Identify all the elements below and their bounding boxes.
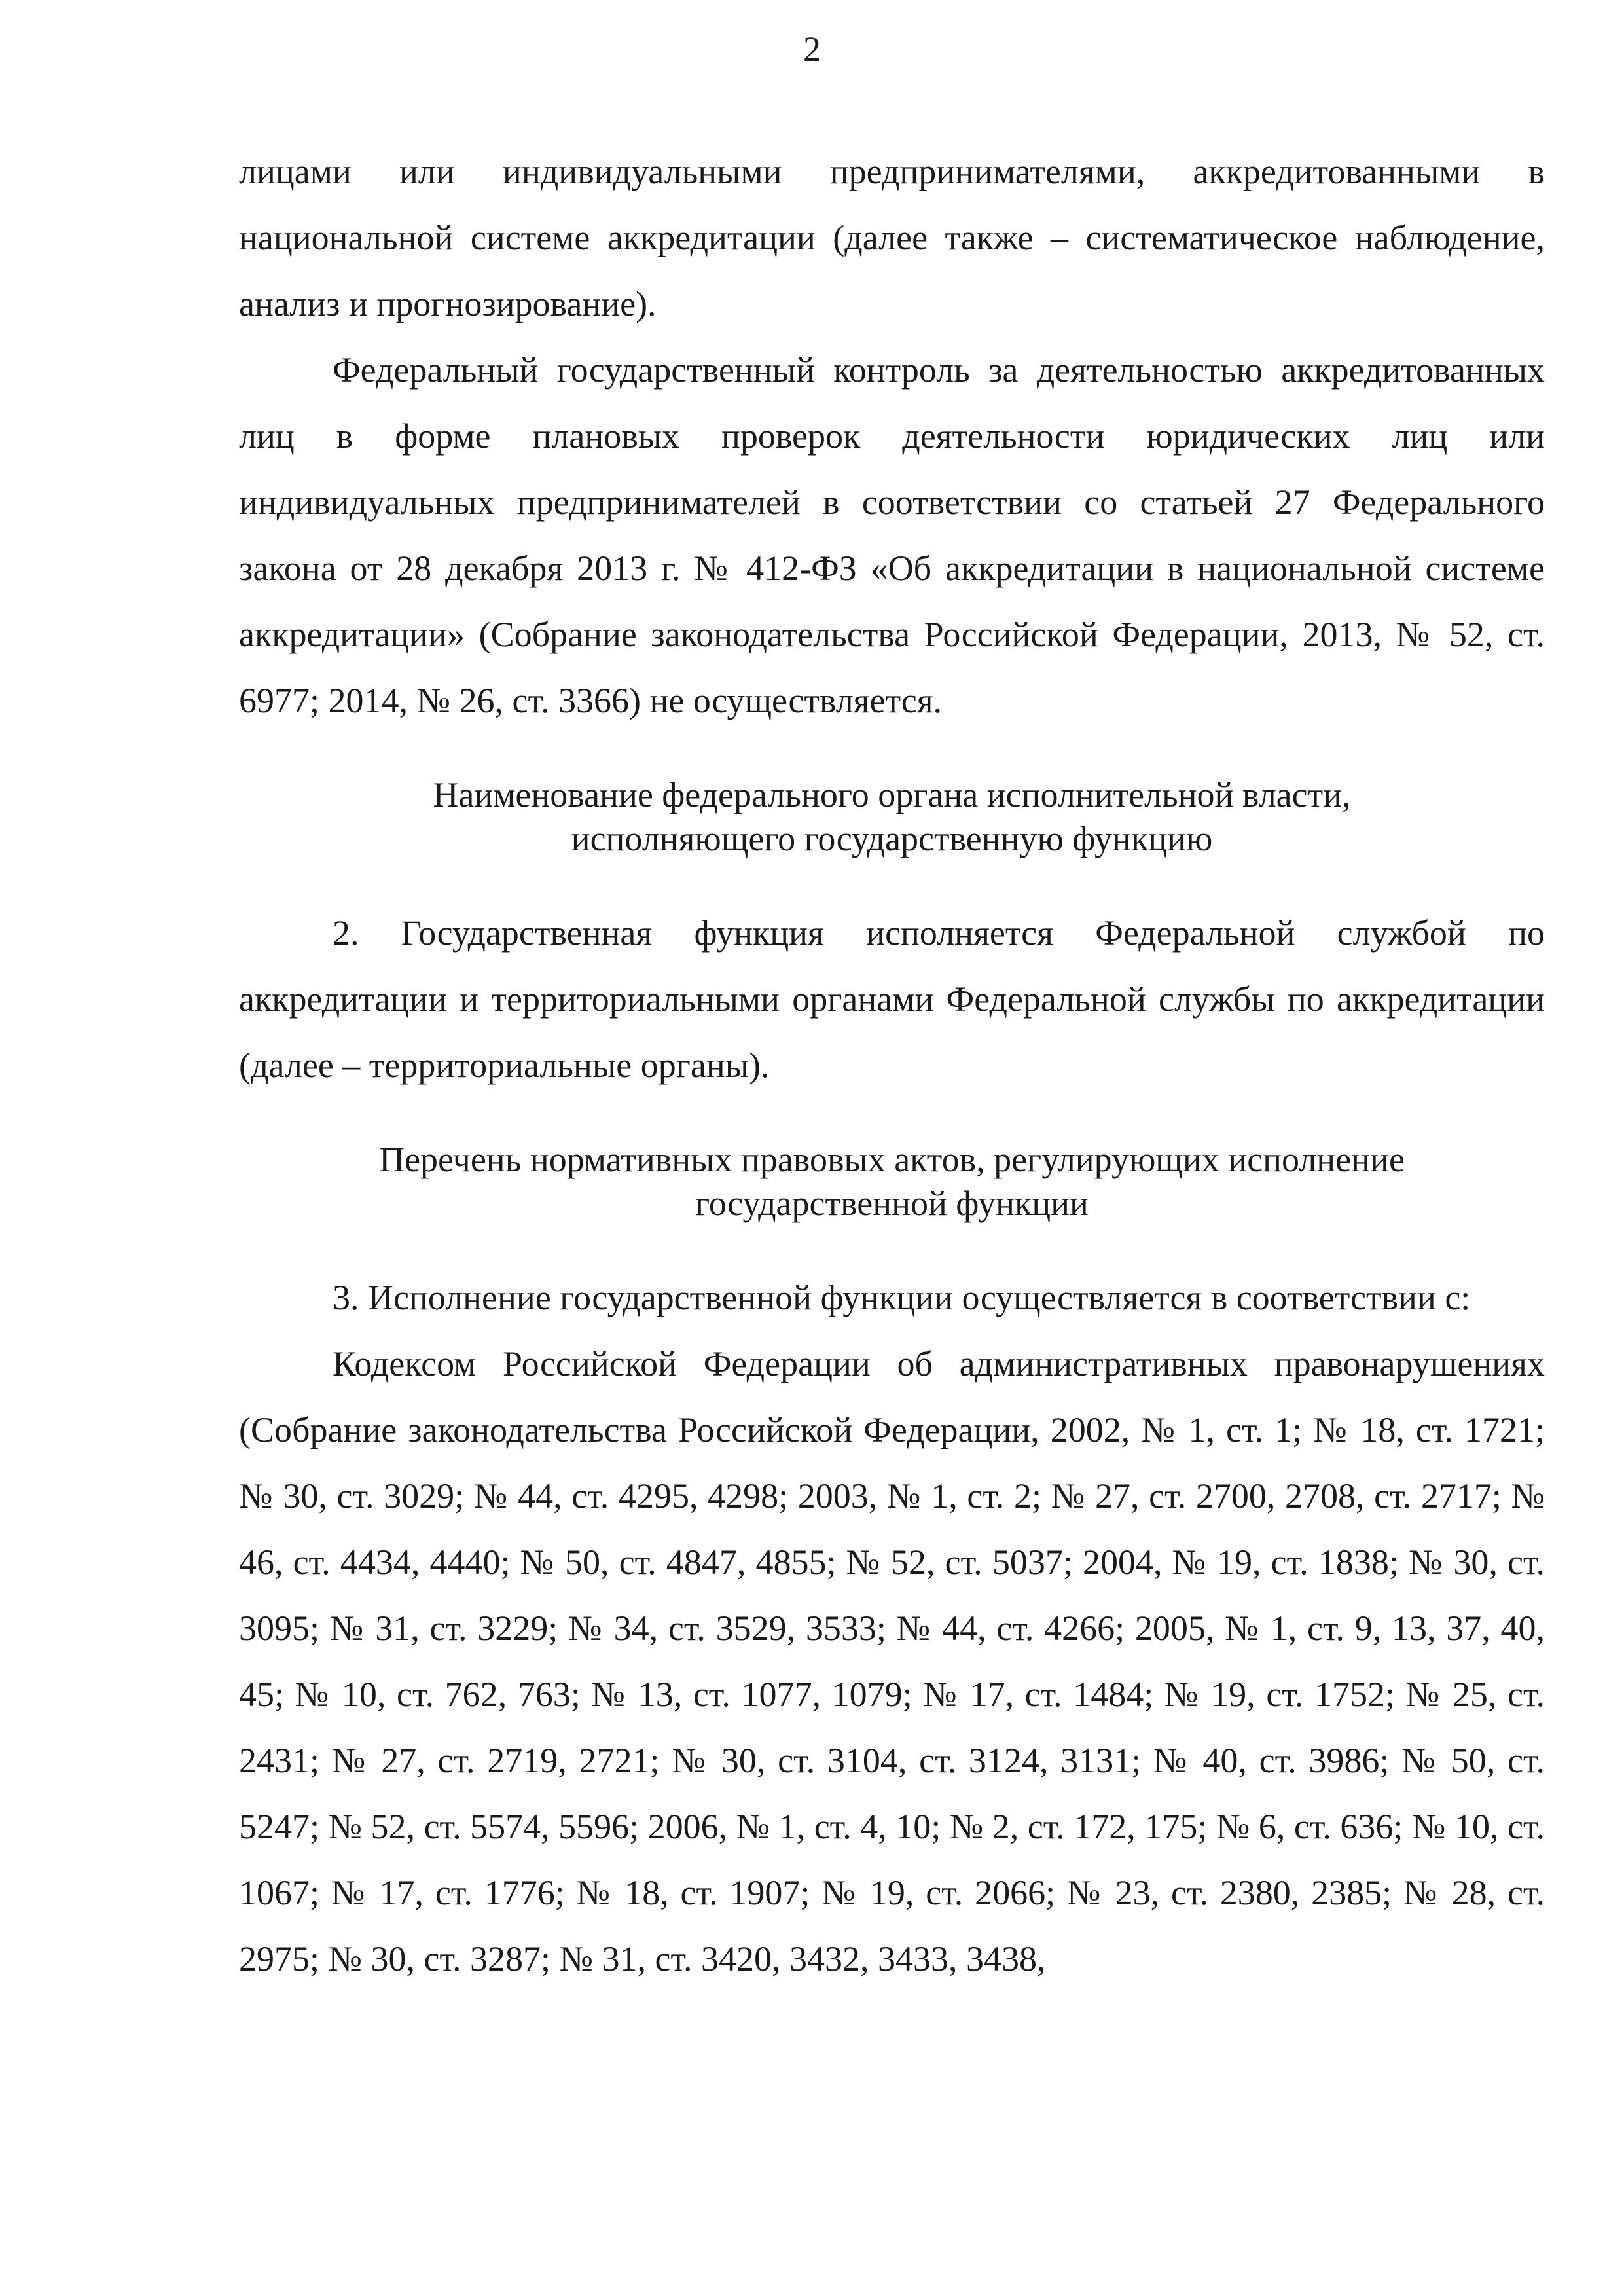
section-heading-authority	[239, 773, 1545, 861]
paragraph-2: 2. Государственная функция исполняется Федеральной службой по аккредитации и территориальными органами Федеральной службы по аккредитации (далее – территориальные органы).	[239, 913, 1545, 1085]
document-body	[239, 139, 1545, 1992]
section-heading-legal-acts-line1: Перечень нормативных правовых актов, регулирующих исполнение	[379, 1140, 1405, 1179]
spacer	[239, 734, 1545, 773]
section-heading-authority-line1: Наименование федерального органа исполнительной власти,	[433, 775, 1351, 814]
spacer	[239, 861, 1545, 900]
section-heading-authority-line2: исполняющего государственную функцию	[571, 819, 1213, 858]
paragraph-koap: Кодексом Российской Федерации об административных правонарушениях (Собрание законодательства Российской Федерации, 2002, № 1, ст. 1; № 18, ст. 1721; № 30, ст. 3029; № 44, ст. 4295, 4298; 2003, № 1, ст. 2; № 27, ст. 2700, 2708, ст. 2717; № 46, ст. 4434, 4440; № 50, ст. 4847, 4855; № 52, ст. 5037; 2004, № 19, ст. 1838; № 30, ст. 3095; № 31, ст. 3229; № 34, ст. 3529, 3533; № 44, ст. 4266; 2005, № 1, ст. 9, 13, 37, 40, 45; № 10, ст. 762, 763; № 13, ст. 1077, 1079; № 17, ст. 1484; № 19, ст. 1752; № 25, ст. 2431; № 27, ст. 2719, 2721; № 30, ст. 3104, ст. 3124, 3131; № 40, ст. 3986; № 50, ст. 5247; № 52, ст. 5574, 5596; 2006, № 1, ст. 4, 10; № 2, ст. 172, 175; № 6, ст. 636; № 10, ст. 1067; № 17, ст. 1776; № 18, ст. 1907; № 19, ст. 2066; № 23, ст. 2380, 2385; № 28, ст. 2975; № 30, ст. 3287; № 31, ст. 3420, 3432, 3433, 3438,	[239, 1344, 1545, 1978]
paragraph-3: 3. Исполнение государственной функции осуществляется в соответствии с:	[333, 1278, 1471, 1317]
spacer	[239, 1099, 1545, 1138]
section-heading-legal-acts-line2: государственной функции	[695, 1184, 1089, 1223]
page-number: 2	[803, 29, 821, 69]
paragraph-federal-control: Федеральный государственный контроль за деятельностью аккредитованных лиц в форме плановых проверок деятельности юридических лиц или индивидуальных предпринимателей в соответствии со статьей 27 Федерального закона от 28 декабря 2013 г. № 412-ФЗ «Об аккредитации в национальной системе аккредитации» (Собрание законодательства Российской Федерации, 2013, № 52, ст. 6977; 2014, № 26, ст. 3366) не осуществляется.	[239, 350, 1545, 720]
spacer	[239, 1226, 1545, 1265]
paragraph-continuation: лицами или индивидуальными предпринимателями, аккредитованными в национальной системе аккредитации (далее также – систематическое наблюдение, анализ и прогнозирование).	[239, 152, 1545, 323]
section-heading-legal-acts	[239, 1138, 1545, 1226]
